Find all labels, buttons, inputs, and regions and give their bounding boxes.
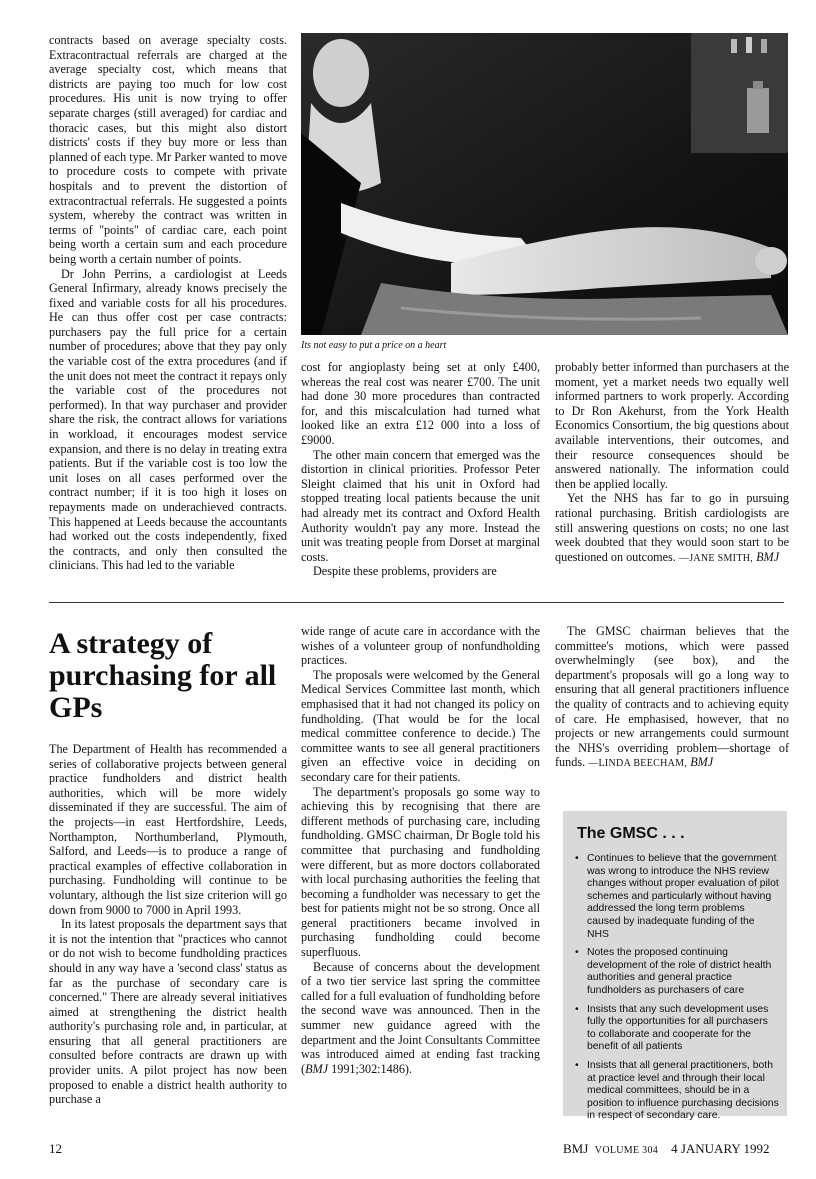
paragraph: Despite these problems, providers are xyxy=(313,564,497,579)
footer-journal xyxy=(563,1141,787,1157)
article1-column-2 xyxy=(301,360,540,579)
byline-author: —JANE SMITH, xyxy=(678,552,754,564)
footer-journal-name: BMJ xyxy=(563,1141,589,1156)
paragraph: The department's proposals go some way to achieving this by recognising that there are different methods of purchasing care, including fundholding. GMSC chairman, Dr Bogle told his committee that purchasing and fundholding were different, but as more doctors collaborated with local purchasing authorities the feeling that becoming a fundholder was necessary to get the best for patients might not be so strong. Once all general practitioners became involved in purchasing fundholding could become superfluous. xyxy=(301,784,540,960)
article2-column-3 xyxy=(555,624,789,772)
paragraph xyxy=(555,491,789,566)
bullet-icon: • xyxy=(575,853,579,864)
article2-column-1 xyxy=(49,742,287,1107)
paragraph-text: The GMSC chairman believes that the committee's motions, which were passed overwhelmingly (see box), and the department's proposals will go a long way to ensuring that all general practitioners influence the quality of contracts and to achieving equity of care. He emphasised, however, that no projects or new arrangements could surmount the NHS's overriding problem—shortage of funds. xyxy=(555,624,789,770)
list-item-text: Notes the proposed continuing development of the role of district health authorities and general practice fundholders as purchasers of care xyxy=(587,947,772,996)
article2-column-2 xyxy=(301,624,540,1076)
photo-caption: Its not easy to put a price on a heart xyxy=(301,340,447,351)
gmsc-motions-box xyxy=(563,811,787,1122)
paragraph: The Department of Health has recommended a series of collaborative projects between general practice fundholders and district health authorities, which will be more widely disseminated if they are successful. The aim of the projects—in east Hertfordshire, Leeds, Northampton, Northumberland, Plymouth, Salford, and Leeds—is to produce a range of practical examples of effective collaboration in purchasing. Fundholding will continue to be voluntary, although the list size criterion will go down from 9000 to 7000 in April 1993. xyxy=(49,742,287,917)
paragraph: In its latest proposals the department says that it is not the intention that "practices who cannot or do not wish to become fundholding practices should in any way have a 'second class' status as far as the purchase of secondary care is concerned." There are already several initiatives aimed at strengthening the district health authority's purchasing role and, in particular, at ensuring that all general practitioners are consulted before contracts are drawn up with provider units. A pilot project has now been proposed to enable a district health authority to purchase a xyxy=(49,917,287,1107)
paragraph: The proposals were welcomed by the General Medical Services Committee last month, which emphasised that it had not changed its policy on fundholding. (That would be for the local medical committee conference to decide.) The committee wants to see all general practitioners given an effective voice in deciding on secondary care for their patients. xyxy=(301,667,540,784)
box-list xyxy=(563,853,787,1123)
article-heading: A strategy of purchasing for all GPs xyxy=(49,627,277,724)
citation-journal: BMJ xyxy=(305,1061,329,1076)
list-item-text: Insists that all general practitioners, both at practice level and through their local medical committees, should be in a position to influence purchasing decisions in respect of secondary care. xyxy=(587,1059,779,1122)
list-item xyxy=(573,947,779,997)
list-item-text: Continues to believe that the government was wrong to introduce the NHS review changes without proper evaluation of pilot schemes and particularly without having addressed the long term problems caused by inadequate funding of the NHS xyxy=(587,853,779,940)
article1-column-3 xyxy=(555,360,789,566)
bullet-icon: • xyxy=(575,1059,579,1071)
paragraph: contracts based on average specialty costs. Extracontractual referrals are charged at the average specialty cost, which means that districts are paying too much for low cost procedures. His unit is now trying to offer separate charges (still averaged) for cardiac and thoracic cases, but this might also distort districts' costs if they buy more or less than planned of each type. Mr Parker wanted to move to procedure costs to compete with private hospitals and to prevent the distortion of extracontractual referrals. He suggested a points system, whereby the contract was written in terms of "points" of cardiac care, each point being worth a certain sum and each procedure being worth a certain number of points. xyxy=(49,33,287,266)
paragraph-text: Because of concerns about the development of a two tier service last spring the committee called for a full evaluation of fundholding before the second wave was announced. Then in the summer new guidance agreed with the department and the Joint Consultants Committee was introduced aimed at ending fast tracking ( xyxy=(301,959,540,1076)
footer-volume: VOLUME 304 xyxy=(594,1145,659,1156)
list-item xyxy=(573,1060,779,1123)
paragraph: Dr John Perrins, a cardiologist at Leeds General Infirmary, already knows precisely the fixed and variable costs for all his procedures. He can thus offer cost per case contracts: purchasers pay the full price for a certain number of procedures; above that they pay only the variable cost of the extra procedures (and if the unit does not meet the contract it repays only the variable cost of the procedures not performed). In that way purchaser and provider share the risk, the contract allows for variations in workload, it encourages modest service expansion, and there is no delay in treating extra patients. But if the variable cost is too low the unit loses on all cases performed over the contract number; if it is too high it loses on repayments made on underachieved contracts. This happened at Leeds because the accountants had worked out the costs independently, fixed the contracts, and only then consulted the clinicians. This had led to the variable xyxy=(49,266,287,573)
list-item xyxy=(573,1004,779,1054)
box-title: The GMSC . . . xyxy=(577,825,685,842)
paragraph xyxy=(555,624,789,772)
section-divider xyxy=(49,602,784,603)
footer-date: 4 JANUARY 1992 xyxy=(671,1141,770,1156)
byline-author: —LINDA BEECHAM, xyxy=(588,758,688,770)
byline-journal: BMJ xyxy=(756,549,780,564)
paragraph: The other main concern that emerged was the distortion in clinical priorities. Professor Peter Sleight claimed that his unit in Oxford had stopped treating local patients because the unit had already met its contract and Oxford Health Authority wouldn't pay any more. Instead the unit was treating people from Dorset at marginal costs. xyxy=(301,447,540,564)
article1-column-1 xyxy=(49,33,287,573)
paragraph: wide range of acute care in accordance with the wishes of a volunteer group of nonfundholding practices. xyxy=(301,624,540,668)
list-item xyxy=(573,853,779,941)
citation-ref: 1991;302:1486). xyxy=(328,1061,413,1076)
heart-surgery-photo xyxy=(301,33,788,335)
list-item-text: Insists that any such development uses fully the opportunities for all purchasers to collaborate and cooperate for the benefit of all patients xyxy=(587,1003,769,1053)
paragraph xyxy=(301,960,540,1077)
paragraph: probably better informed than purchasers at the moment, yet a market needs two equally well informed partners to work properly. According to Dr Ron Akehurst, from the York Health Economics Consortium, the big questions about available interventions, their outcomes, and their resource consequences should be answered nationally. The information could then be applied locally. xyxy=(555,360,789,491)
page-number: 12 xyxy=(49,1141,62,1156)
bullet-icon: • xyxy=(575,947,579,959)
paragraph: cost for angioplasty being set at only £400, whereas the real cost was nearer £700. The unit had done 30 more procedures than contracted for, and this miscalculation had turned what looked like an extra £12 000 into a loss of £9000. xyxy=(301,360,540,447)
photo-illustration xyxy=(301,33,788,335)
bullet-icon: • xyxy=(575,1003,579,1015)
paragraph-text: Yet the NHS has far to go in pursuing rational purchasing. British cardiologists are still answering questions on costs; no one last week doubted that they would soon start to be questioned on outcomes. xyxy=(555,491,789,564)
byline-journal: BMJ xyxy=(690,755,714,770)
